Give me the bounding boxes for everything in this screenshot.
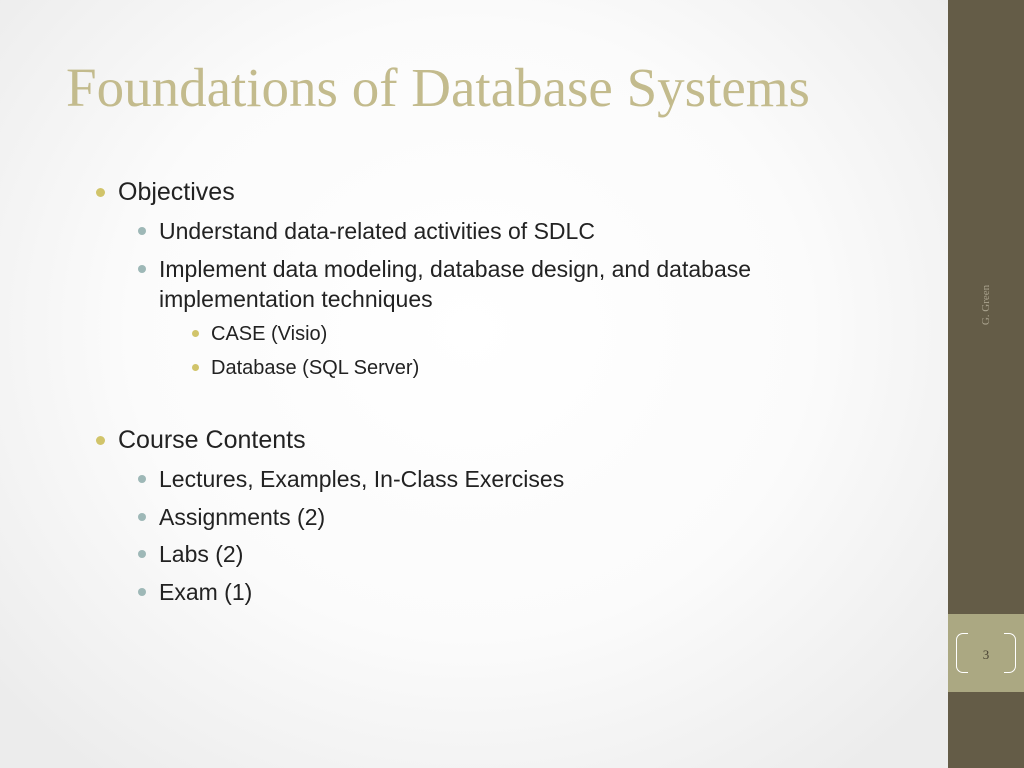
author-footer: G. Green bbox=[980, 284, 992, 326]
bullet-dot-icon bbox=[192, 364, 199, 371]
tool-item-text: CASE (Visio) bbox=[211, 323, 328, 345]
objectives-label: Objectives bbox=[118, 178, 235, 206]
objective-item-text: implementation techniques bbox=[159, 286, 433, 312]
bullet-objectives bbox=[118, 177, 235, 207]
slide-title: Foundations of Database Systems bbox=[66, 57, 810, 118]
bullet-course-contents bbox=[118, 425, 306, 455]
bullet-course-item bbox=[159, 577, 252, 607]
course-item-text: Lectures, Examples, In-Class Exercises bbox=[159, 466, 565, 492]
objective-item-continuation bbox=[159, 284, 433, 314]
tool-item-text: Database (SQL Server) bbox=[211, 357, 420, 379]
bullet-tool-item bbox=[211, 355, 419, 381]
bullet-objective-item bbox=[159, 216, 595, 246]
bullet-dot-icon bbox=[138, 513, 146, 521]
bullet-course-item bbox=[159, 502, 325, 532]
course-contents-label: Course Contents bbox=[118, 426, 306, 454]
objective-item-text: Understand data-related activities of SDLC bbox=[159, 218, 595, 244]
course-item-text: Assignments (2) bbox=[159, 504, 326, 530]
bullet-course-item bbox=[159, 539, 243, 569]
bullet-course-item bbox=[159, 464, 564, 494]
bullet-tool-item bbox=[211, 321, 327, 347]
bullet-dot-icon bbox=[96, 188, 105, 197]
bullet-objective-item bbox=[159, 254, 751, 284]
bullet-dot-icon bbox=[138, 588, 146, 596]
course-item-text: Labs (2) bbox=[159, 541, 244, 567]
bullet-dot-icon bbox=[138, 227, 146, 235]
bullet-dot-icon bbox=[138, 475, 146, 483]
bullet-dot-icon bbox=[138, 265, 146, 273]
course-item-text: Exam (1) bbox=[159, 579, 253, 605]
bullet-dot-icon bbox=[192, 330, 199, 337]
page-number-box bbox=[948, 614, 1024, 692]
page-number: 3 bbox=[982, 647, 990, 662]
bullet-dot-icon bbox=[96, 436, 105, 445]
bullet-dot-icon bbox=[138, 550, 146, 558]
objective-item-text: Implement data modeling, database design, and database bbox=[159, 256, 752, 282]
